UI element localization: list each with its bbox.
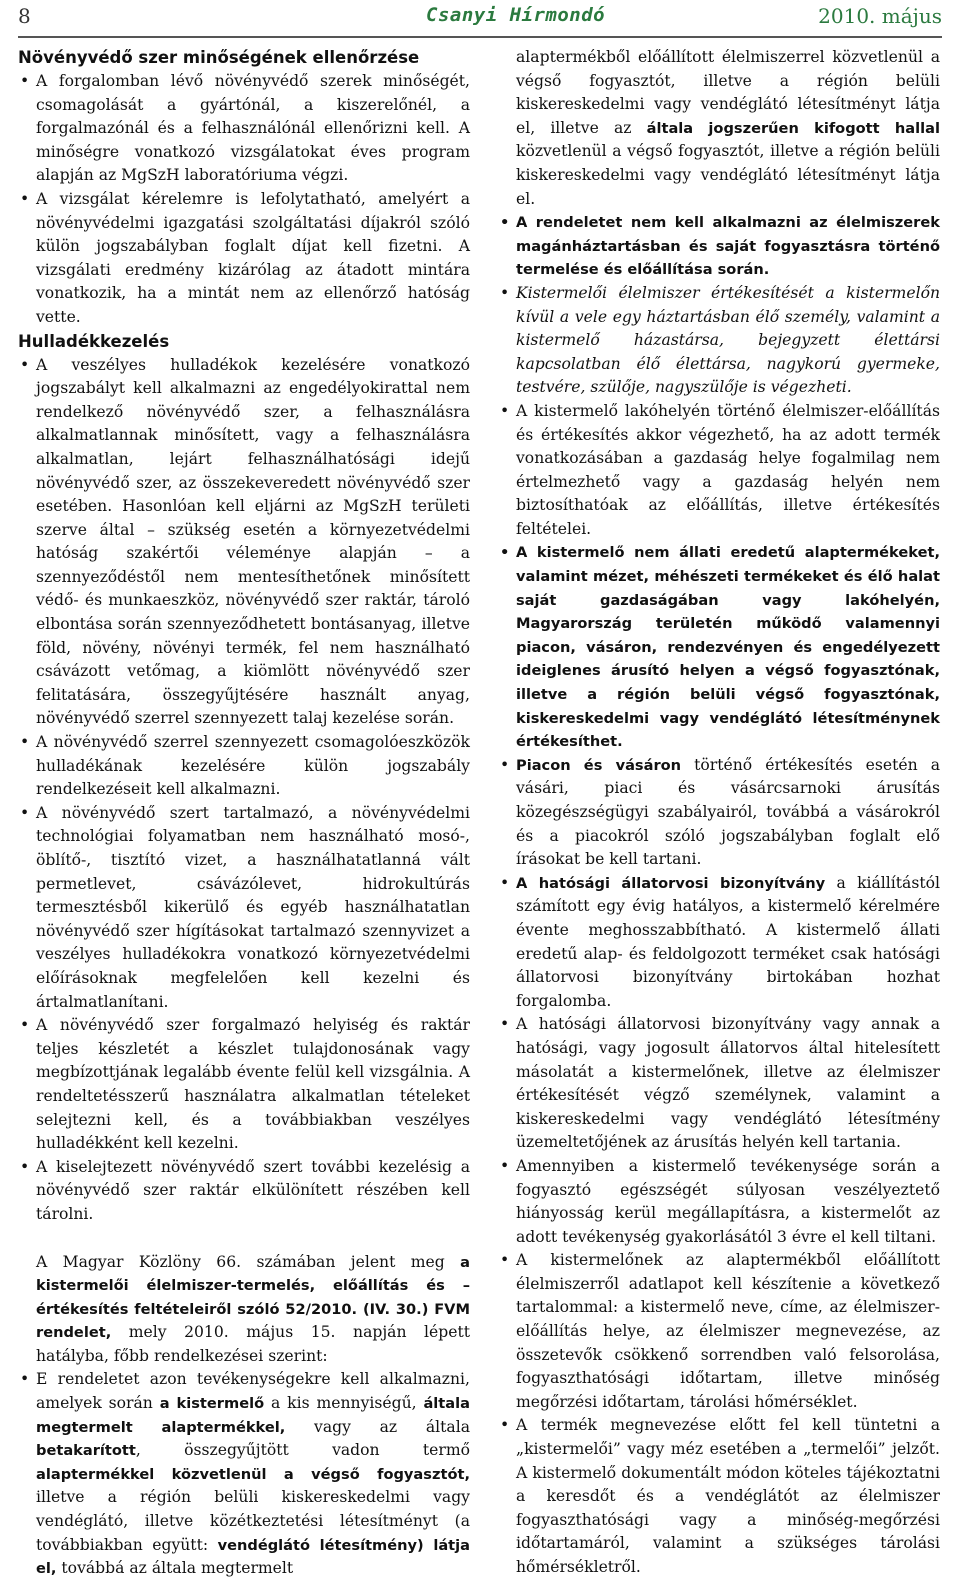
list-item: • Kistermelői élelmiszer értékesítését a kistermelőn kívül a vele egy háztartásban élő személy, valamint a kistermelő házastársa, bejegyzett élettársi kapcsolatban élő élettársa, nagykorú gyermeke, testvére, szülője, nagyszülője is végezheti. [498, 282, 940, 400]
issue-date: 2010. május [818, 4, 942, 28]
section-heading-pesticide-quality: Növényvédő szer minőségének ellenőrzése [18, 48, 420, 67]
list-item: • A termék megnevezése előtt fel kell tüntetni a „kistermelői” vagy méz esetében a „termelői” jelzőt. A kistermelő dokumentált módon köteles tájékoztatni a keresdőt és a vendéglátót az élelmiszer fogyaszthatósági vagy a minőség-megőrzési időtartamáról, valamint a szükséges tárolási hőmérsékletről. [498, 1414, 940, 1579]
section-heading-waste: Hulladékkezelés [18, 331, 170, 351]
list-item: • A vizsgálat kérelemre is lefolytatható, amelyért a növényvédelmi igazgatási szolgáltatási díjakról szóló külön jogszabályban foglalt díjat kell fizetni. A vizsgálati eredmény kizárólag az átadott mintára vonatkozik, ha a mintát nem az ellenőrző hatóság vette. [18, 188, 470, 330]
regulation-list-right [498, 211, 940, 1579]
regulation-intro: A Magyar Közlöny 66. számában jelent meg a kistermelői élelmiszer-termelés, előállítás és – értékesítés feltételeiről szóló 52/2010. (IV. 30.) FVM rendelet, mely 2010. május 15. napján lépett hatályba, főbb rendelkezései szerint: [36, 1252, 470, 1365]
list-item: • Piacon és vásáron történő értékesítés esetén a vásári, piaci és vásárcsarnoki árusítás közegészségügyi szabályairól, továbbá a vásárokról és a piacokról szóló jogszabályban foglalt elő írásokat be kell tartani. [498, 754, 940, 872]
publication-title: Csanyi Hírmondó [426, 4, 606, 26]
list-item: • E rendeletet azon tevékenységekre kell alkalmazni, amelyek során a kistermelő a kis mennyiségű, általa megtermelt alaptermékkel, vagy az általa betakarított, összegyűjtött vadon termő alaptermékkel közvetlenül a végső fogyasztót, illetve a régión belüli kiskereskedelmi vagy vendéglátó, illetve közétkeztetési létesítményt (a továbbiakban együtt: vendéglátó létesítmény) látja el, továbbá az általa megtermelt [18, 1368, 470, 1580]
right-column [498, 46, 940, 1580]
left-column [18, 46, 470, 1581]
list-item: • A hatósági állatorvosi bizonyítvány a kiállítástól számított egy évig hatályos, a kistermelő kérelmére évente meghosszabbítható. A kistermelő állati eredetű alap- és feldolgozott terméket csak hatósági állatorvosi bizonyítvány birtokában hozhat forgalomba. [498, 872, 940, 1014]
list-item: • A növényvédő szer forgalmazó helyiség és raktár teljes készletét a készlet tulajdonosának vagy megbízottjának legalább évente felül kell vizsgálnia. A rendeltetésszerű használatra alkalmatlan tételeket selejtezni kell, és a továbbiakban veszélyes hulladékként kell kezelni. [18, 1014, 470, 1156]
list-item: • A növényvédő szert tartalmazó, a növényvédelmi technológiai folyamatban nem használható mosó-, öblítő-, tisztító vizet, a használhatatlanná vált permetlevet, csávázólevet, hidrokultúrás termesztésből kikerülő és egyéb használhatatlan növényvédő szer hígításokat tartalmazó szennyvizet a veszélyes hulladékokra vonatkozó környezetvédelmi előírásoknak megfelelően kell kezelni és ártalmatlanítani. [18, 802, 470, 1014]
list-item: • A kiselejtezett növényvédő szert további kezelésig a növényvédő szer raktár elkülönített részében kell tárolni. [18, 1156, 470, 1227]
list-item: • A kistermelőnek az alaptermékből előállított élelmiszerről adatlapot kell készítenie a következő tartalommal: a kistermelő neve, címe, az élelmiszer-előállítás helye, az élelmiszer megnevezése, az összetevők csökkenő sorrendben való felsorolása, fogyaszthatósági időtartam, illetve minőség megőrzési időtartam, tárolási hőmérséklet. [498, 1249, 940, 1414]
list-item: • A rendeletet nem kell alkalmazni az élelmiszerek magánháztartásban és saját fogyasztásra történő termelése és előállítása során. [498, 211, 940, 282]
page-number: 8 [18, 4, 31, 28]
waste-list [18, 354, 470, 1227]
list-item: • A növényvédő szerrel szennyezett csomagolóeszközök hulladékának kezelésére külön jogszabály rendelkezéseit kell alkalmazni. [18, 731, 470, 802]
page-header [18, 0, 942, 38]
list-item: • A hatósági állatorvosi bizonyítvány vagy annak a hatósági, vagy jogosult állatorvos által hitelesített másolatát a kistermelőnek, illetve az élelmiszer értékesítését végző személynek, valamint a kiskereskedelmi vagy vendéglátó létesítmény üzemeltetőjének az árusítás helyén kell tartania. [498, 1013, 940, 1155]
list-item: • A kistermelő nem állati eredetű alaptermékeket, valamint mézet, méhészeti termékeket és élő halat saját gazdaságában vagy lakóhelyén, Magyarország területén működő valamennyi piacon, vásáron, rendezvényen és engedélyezett ideiglenes árusító helyen a végső fogyasztónak, illetve a régión belüli végső fogyasztónak, kiskereskedelmi vagy vendéglátó létesítménynek értékesíthet. [498, 541, 940, 753]
regulation-list-left [18, 1368, 470, 1580]
list-item: • A veszélyes hulladékok kezelésére vonatkozó jogszabályt kell alkalmazni az engedélyokirattal nem rendelkező növényvédő szer, a felhasználásra alkalmatlannak minősített, vagy a felhasználásra alkalmatlan, lejárt felhasználhatósági idejű növényvédő szer, az összekeveredett növényvédő szer esetében. Hasonlóan kell eljárni az MgSzH területi szerve által – szükség esetén a környezetvédelmi hatóság szakértői véleménye alapján – a szennyeződéstől nem mentesíthetőnek minősített védő- és munkaeszköz, növényvédő szer raktár, tároló elbontása során szennyeződhetett bontásanyag, illetve föld, növény, növényi termék, fel nem használható csávázott vetőmag, a kiömlött növényvédő szer felitatására, összegyűjtésére használt anyag, növényvédő szerrel szennyezett talaj kezelése során. [18, 354, 470, 732]
continued-paragraph: alaptermékből előállított élelmiszerrel közvetlenül a végső fogyasztót, illetve a régión belüli kiskereskedelmi vagy vendéglátó létesítményt látja el, illetve az általa jogszerűen kifogott hallal közvetlenül a végső fogyasztót, illetve a régión belüli kiskereskedelmi vagy vendéglátó létesítményt látja el. [516, 48, 940, 208]
list-item: • A kistermelő lakóhelyén történő élelmiszer-előállítás és értékesítés akkor végezhető, ha az adott termék vonatkozásában a gazdaság helye fogalmilag nem értelmezhető vagy a gazdaság helyén nem biztosíthatóak az előállítás, illetve értékesítés feltételei. [498, 400, 940, 542]
list-item: • Amennyiben a kistermelő tevékenysége során a fogyasztó egészségét súlyosan veszélyeztető hiányosság kerül megállapításra, a kistermelőt az adott tevékenység gyakorlásától 3 évre el kell tiltani. [498, 1155, 940, 1249]
pesticide-quality-list [18, 70, 470, 330]
list-item: • A forgalomban lévő növényvédő szerek minőségét, csomagolását a gyártónál, a kiszerelőnél, a forgalmazónál és a felhasználónál ellenőrizni kell. A minőségre vonatkozó vizsgálatokat éves program alapján az MgSzH laboratóriuma végzi. [18, 70, 470, 188]
